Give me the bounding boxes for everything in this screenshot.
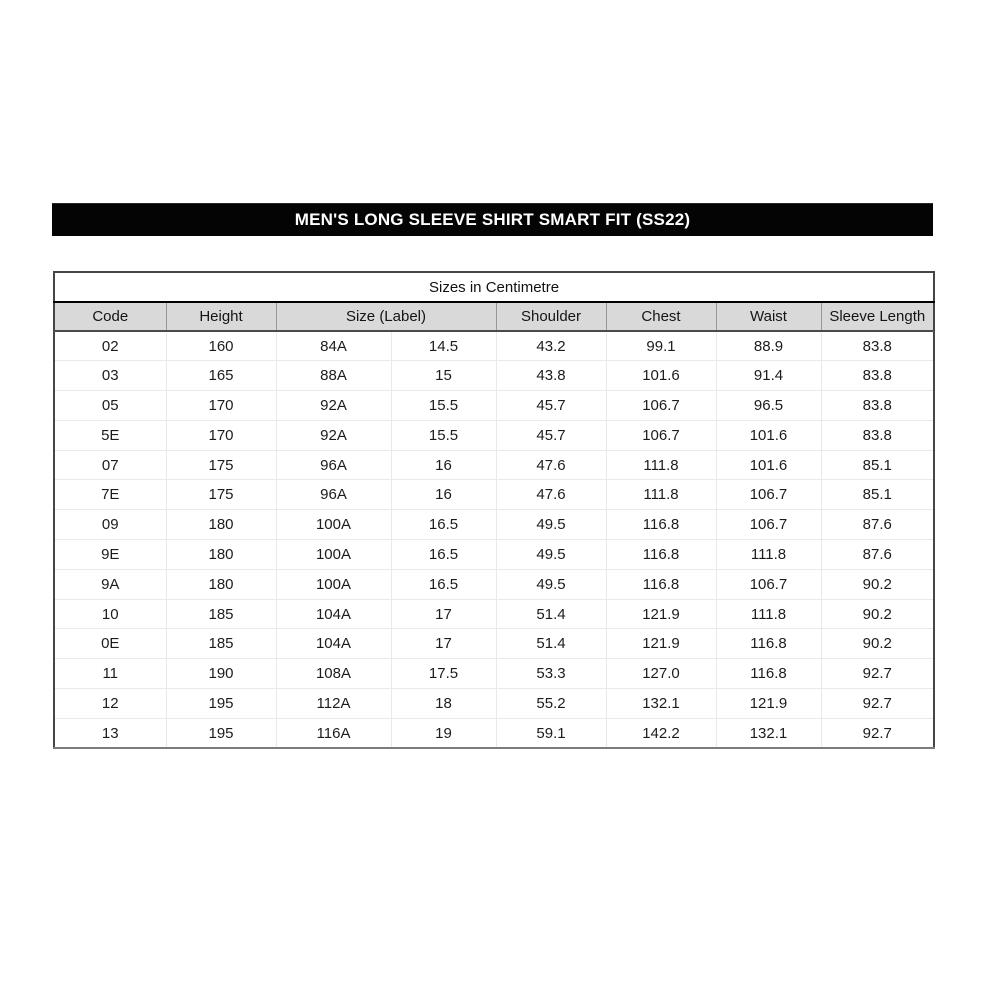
table-cell: 112A [276, 689, 391, 719]
table-cell: 92A [276, 391, 391, 421]
table-cell: 106.7 [606, 391, 716, 421]
table-cell: 49.5 [496, 540, 606, 570]
table-cell: 7E [54, 480, 166, 510]
table-cell: 17.5 [391, 659, 496, 689]
table-cell: 83.8 [821, 361, 934, 391]
column-header-shoulder: Shoulder [496, 302, 606, 331]
table-cell: 180 [166, 540, 276, 570]
table-cell: 100A [276, 510, 391, 540]
table-row [54, 450, 934, 480]
table-cell: 106.7 [716, 480, 821, 510]
table-cell: 5E [54, 420, 166, 450]
table-cell: 170 [166, 391, 276, 421]
table-cell: 180 [166, 569, 276, 599]
table-cell: 16.5 [391, 510, 496, 540]
table-caption-row [54, 272, 934, 302]
table-row [54, 510, 934, 540]
table-header-row [54, 302, 934, 331]
table-cell: 195 [166, 718, 276, 748]
table-cell: 02 [54, 331, 166, 361]
table-cell: 16 [391, 450, 496, 480]
table-cell: 100A [276, 540, 391, 570]
title-banner [52, 203, 933, 236]
table-cell: 160 [166, 331, 276, 361]
table-row [54, 569, 934, 599]
table-cell: 90.2 [821, 629, 934, 659]
table-cell: 03 [54, 361, 166, 391]
table-cell: 108A [276, 659, 391, 689]
size-chart-table [53, 271, 935, 749]
table-row [54, 718, 934, 748]
table-cell: 85.1 [821, 480, 934, 510]
table-cell: 96A [276, 480, 391, 510]
table-cell: 55.2 [496, 689, 606, 719]
table-cell: 185 [166, 629, 276, 659]
table-cell: 84A [276, 331, 391, 361]
table-cell: 116.8 [716, 629, 821, 659]
table-row [54, 659, 934, 689]
table-cell: 96.5 [716, 391, 821, 421]
table-cell: 0E [54, 629, 166, 659]
table-cell: 116.8 [606, 540, 716, 570]
table-cell: 111.8 [606, 450, 716, 480]
table-cell: 106.7 [716, 510, 821, 540]
table-cell: 132.1 [606, 689, 716, 719]
table-cell: 165 [166, 361, 276, 391]
table-row [54, 599, 934, 629]
table-cell: 43.8 [496, 361, 606, 391]
table-cell: 53.3 [496, 659, 606, 689]
column-header-code: Code [54, 302, 166, 331]
table-cell: 49.5 [496, 569, 606, 599]
table-cell: 88.9 [716, 331, 821, 361]
table-cell: 10 [54, 599, 166, 629]
table-cell: 106.7 [716, 569, 821, 599]
table-caption: Sizes in Centimetre [54, 272, 934, 302]
table-row [54, 629, 934, 659]
table-row [54, 420, 934, 450]
table-cell: 16.5 [391, 569, 496, 599]
table-cell: 101.6 [716, 420, 821, 450]
table-cell: 83.8 [821, 420, 934, 450]
table-cell: 106.7 [606, 420, 716, 450]
page-title: MEN'S LONG SLEEVE SHIRT SMART FIT (SS22) [294, 210, 691, 229]
table-cell: 96A [276, 450, 391, 480]
table-cell: 17 [391, 599, 496, 629]
table-cell: 101.6 [606, 361, 716, 391]
table-cell: 175 [166, 450, 276, 480]
table-cell: 9A [54, 569, 166, 599]
table-cell: 51.4 [496, 629, 606, 659]
table-row [54, 540, 934, 570]
table-cell: 142.2 [606, 718, 716, 748]
column-header-sleeve-length: Sleeve Length [821, 302, 934, 331]
size-table-body [54, 331, 934, 748]
table-cell: 92.7 [821, 659, 934, 689]
table-cell: 9E [54, 540, 166, 570]
table-cell: 15.5 [391, 391, 496, 421]
table-cell: 18 [391, 689, 496, 719]
table-cell: 195 [166, 689, 276, 719]
table-cell: 116A [276, 718, 391, 748]
table-cell: 90.2 [821, 569, 934, 599]
table-cell: 121.9 [716, 689, 821, 719]
table-cell: 12 [54, 689, 166, 719]
table-cell: 09 [54, 510, 166, 540]
table-cell: 47.6 [496, 450, 606, 480]
table-cell: 121.9 [606, 629, 716, 659]
table-cell: 47.6 [496, 480, 606, 510]
table-cell: 45.7 [496, 420, 606, 450]
table-cell: 11 [54, 659, 166, 689]
table-cell: 116.8 [606, 510, 716, 540]
table-cell: 185 [166, 599, 276, 629]
table-cell: 83.8 [821, 391, 934, 421]
table-cell: 111.8 [606, 480, 716, 510]
table-cell: 111.8 [716, 540, 821, 570]
table-cell: 100A [276, 569, 391, 599]
table-cell: 104A [276, 599, 391, 629]
table-row [54, 391, 934, 421]
table-cell: 127.0 [606, 659, 716, 689]
table-cell: 07 [54, 450, 166, 480]
table-row [54, 361, 934, 391]
table-row [54, 689, 934, 719]
table-cell: 92.7 [821, 718, 934, 748]
table-cell: 132.1 [716, 718, 821, 748]
table-cell: 91.4 [716, 361, 821, 391]
table-cell: 15.5 [391, 420, 496, 450]
table-cell: 14.5 [391, 331, 496, 361]
table-cell: 16.5 [391, 540, 496, 570]
table-cell: 101.6 [716, 450, 821, 480]
table-cell: 85.1 [821, 450, 934, 480]
table-cell: 17 [391, 629, 496, 659]
table-cell: 121.9 [606, 599, 716, 629]
table-cell: 51.4 [496, 599, 606, 629]
table-cell: 90.2 [821, 599, 934, 629]
column-header-chest: Chest [606, 302, 716, 331]
table-cell: 116.8 [606, 569, 716, 599]
table-cell: 59.1 [496, 718, 606, 748]
table-cell: 116.8 [716, 659, 821, 689]
column-header-size-label: Size (Label) [276, 302, 496, 331]
table-row [54, 480, 934, 510]
table-cell: 92A [276, 420, 391, 450]
table-cell: 87.6 [821, 540, 934, 570]
table-cell: 45.7 [496, 391, 606, 421]
table-row [54, 331, 934, 361]
table-cell: 104A [276, 629, 391, 659]
table-cell: 87.6 [821, 510, 934, 540]
table-cell: 05 [54, 391, 166, 421]
table-cell: 180 [166, 510, 276, 540]
table-cell: 170 [166, 420, 276, 450]
table-cell: 16 [391, 480, 496, 510]
column-header-height: Height [166, 302, 276, 331]
table-cell: 49.5 [496, 510, 606, 540]
table-cell: 88A [276, 361, 391, 391]
table-cell: 43.2 [496, 331, 606, 361]
table-cell: 83.8 [821, 331, 934, 361]
column-header-waist: Waist [716, 302, 821, 331]
table-cell: 111.8 [716, 599, 821, 629]
table-cell: 19 [391, 718, 496, 748]
table-cell: 13 [54, 718, 166, 748]
table-cell: 99.1 [606, 331, 716, 361]
table-cell: 15 [391, 361, 496, 391]
table-cell: 92.7 [821, 689, 934, 719]
table-cell: 175 [166, 480, 276, 510]
table-cell: 190 [166, 659, 276, 689]
